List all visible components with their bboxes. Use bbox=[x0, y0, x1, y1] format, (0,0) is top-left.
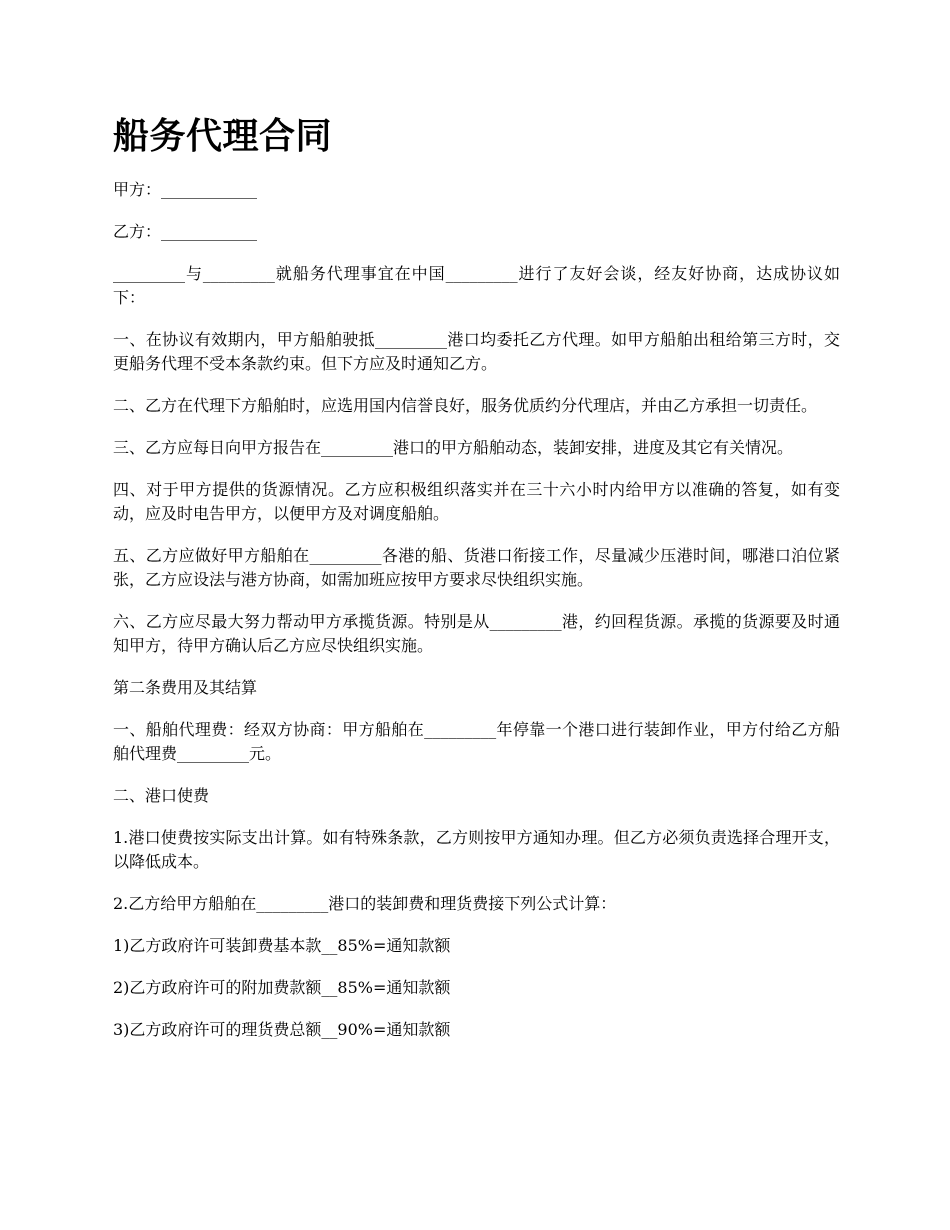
clause-4-paragraph: 四、对于甲方提供的货源情况。乙方应积极组织落实并在三十六小时内给甲方以准确的答复，如有变动，应及时电告甲方，以便甲方及对调度船舶。 bbox=[113, 480, 840, 523]
formula-item-2: 2)乙方政府许可的附加费款额__85%=通知款额 bbox=[113, 978, 451, 997]
port-fee-item-2: 2.乙方给甲方船舶在_________港口的装卸费和理货费接下列公式计算： bbox=[113, 894, 617, 913]
formula-item-3: 3)乙方政府许可的理货费总额__90%=通知款额 bbox=[113, 1020, 451, 1039]
clause-5-paragraph: 五、乙方应做好甲方船舶在_________各港的船、货港口衔接工作，尽量减少压港时间，哪港口泊位紧张，乙方应设法与港方协商，如需加班应按甲方要求尽快组织实施。 bbox=[113, 546, 840, 589]
preamble-paragraph: _________与_________就船务代理事宜在中国_________进行了友好会谈，经友好协商，达成协议如下： bbox=[113, 264, 840, 307]
formula-item-1: 1)乙方政府许可装卸费基本款__85%=通知款额 bbox=[113, 936, 451, 955]
document-body bbox=[113, 178, 840, 1060]
document-title: 船务代理合同 bbox=[113, 115, 333, 157]
port-fee-item-1: 1.港口使费按实际支出计算。如有特殊条款，乙方则按甲方通知办理。但乙方必须负责选择合理开支，以降低成本。 bbox=[113, 828, 840, 871]
clause-6-paragraph: 六、乙方应尽最大努力帮动甲方承揽货源。特别是从_________港，约回程货源。承揽的货源要及时通知甲方，待甲方确认后乙方应尽快组织实施。 bbox=[113, 612, 840, 655]
clause-3-paragraph: 三、乙方应每日向甲方报告在_________港口的甲方船舶动态，装卸安排，进度及其它有关情况。 bbox=[113, 438, 794, 457]
party-b-line: 乙方：____________ bbox=[113, 222, 258, 241]
fee-clause-2-heading: 二、港口使费 bbox=[113, 786, 210, 805]
clause-1-paragraph: 一、在协议有效期内，甲方船舶驶抵_________港口均委托乙方代理。如甲方船舶出租给第三方时，交更船务代理不受本条款约束。但下方应及时通知乙方。 bbox=[113, 330, 840, 373]
section-heading-fees: 第二条费用及其结算 bbox=[113, 678, 258, 697]
clause-2-paragraph: 二、乙方在代理下方船舶时，应选用国内信誉良好，服务优质约分代理店，并由乙方承担一切责任。 bbox=[113, 396, 818, 415]
party-a-line: 甲方：____________ bbox=[113, 180, 258, 199]
fee-clause-1-paragraph: 一、船舶代理费：经双方协商：甲方船舶在_________年停靠一个港口进行装卸作业，甲方付给乙方船舶代理费_________元。 bbox=[113, 720, 840, 763]
